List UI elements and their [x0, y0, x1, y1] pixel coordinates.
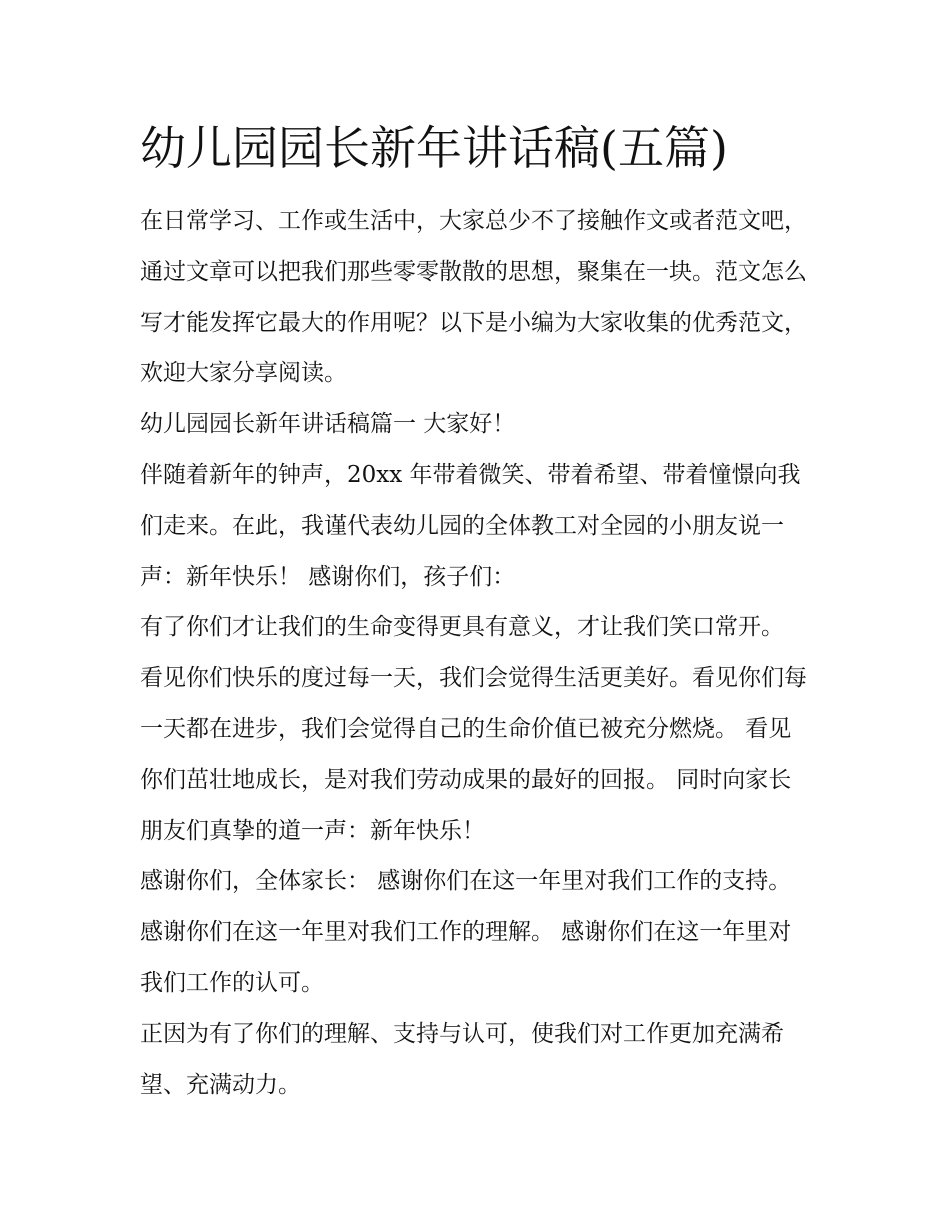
- paragraph-parents-thanks: 感谢你们，全体家长： 感谢你们在这一年里对我们工作的支持。 感谢你们在这一年里对我们工作的理解。 感谢你们在这一年里对我们工作的认可。: [140, 868, 792, 996]
- paragraph-closing: 正因为有了你们的理解、支持与认可，使我们对工作更加充满希望、充满动力。: [140, 1020, 784, 1098]
- paragraph-section-heading: 幼儿园园长新年讲话稿篇一 大家好！: [140, 411, 516, 438]
- document-title: 幼儿园园长新年讲话稿(五篇): [140, 121, 728, 175]
- paragraph-intro: 在日常学习、工作或生活中，大家总少不了接触作文或者范文吧，通过文章可以把我们那些零零散散的思想，聚集在一块。范文怎么写才能发挥它最大的作用呢？以下是小编为大家收集的优秀范文，欢迎大家分享阅读。: [140, 208, 807, 387]
- paragraph-new-year-greeting: 伴随着新年的钟声，20xx 年带着微笑、带着希望、带着憧憬向我们走来。在此，我谨代表幼儿园的全体教工对全园的小朋友说一声：新年快乐！ 感谢你们，孩子们：: [140, 461, 801, 590]
- document-body: [140, 196, 812, 1110]
- paragraph-children-thanks: 有了你们才让我们的生命变得更具有意义，才让我们笑口常开。 看见你们快乐的度过每一天，我们会觉得生活更美好。看见你们每一天都在进步，我们会觉得自己的生命价值已被充分燃烧。 看见你们茁壮地成长，是对我们劳动成果的最好的回报。 同时向家长朋友们真挚的道一声：新年快乐！: [140, 614, 807, 844]
